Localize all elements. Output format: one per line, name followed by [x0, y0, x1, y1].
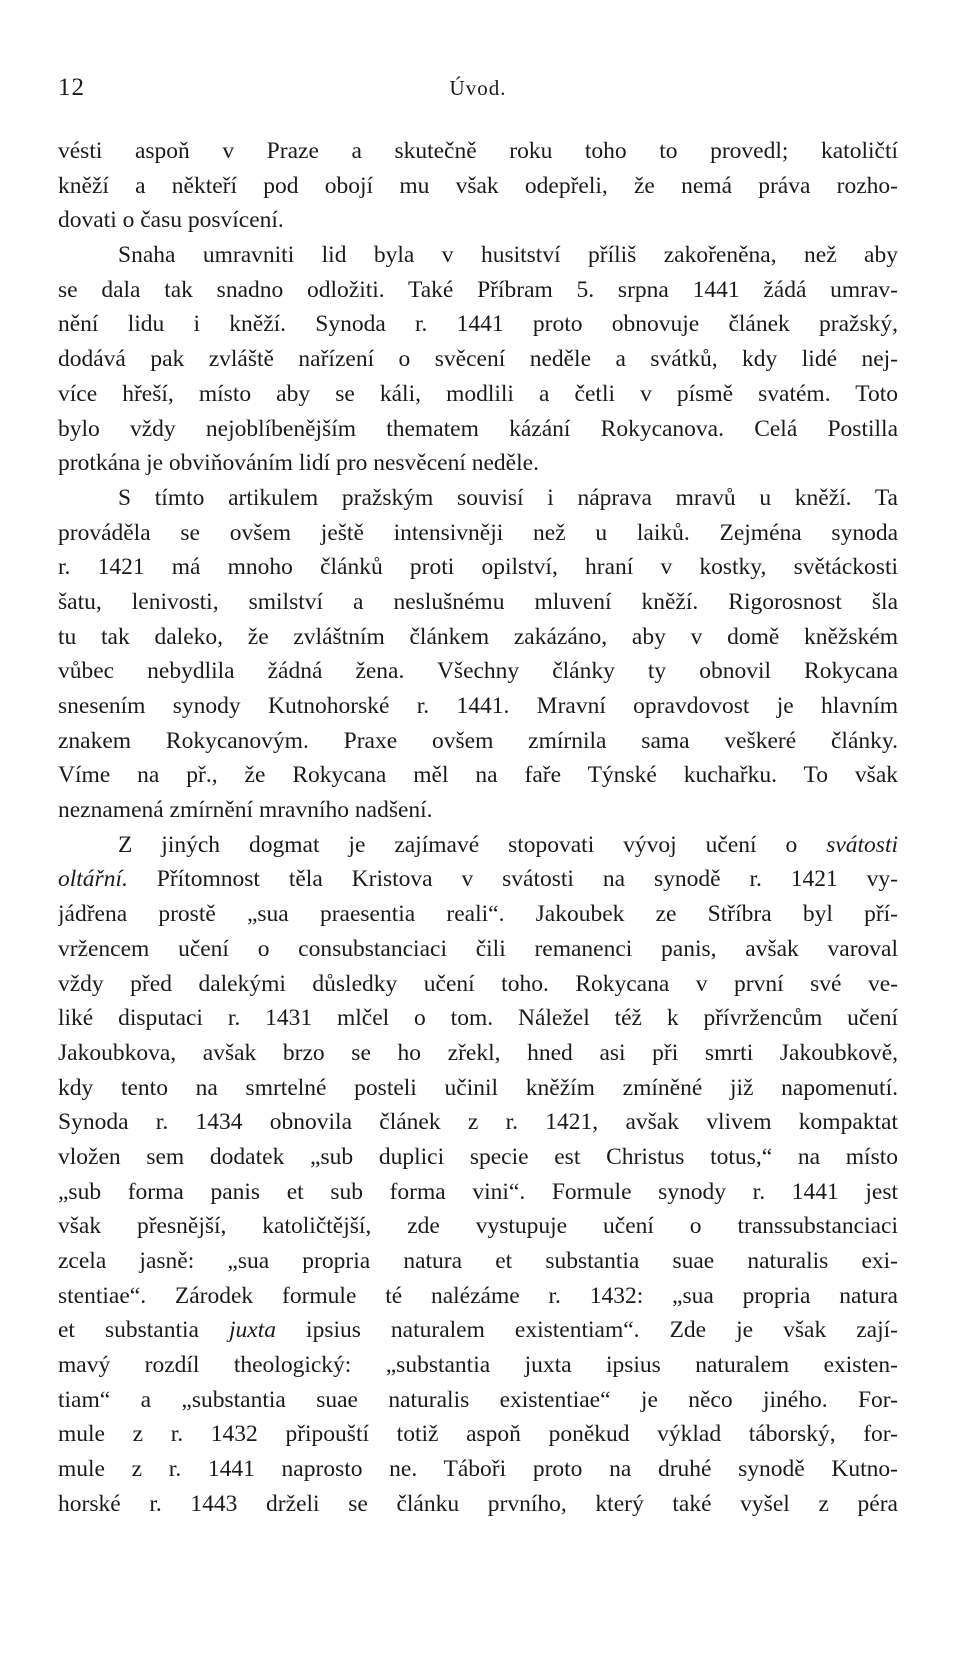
text-line: mavý rozdíl theologický: „substantia juxta ipsius naturalem existen-	[58, 1352, 898, 1379]
text-line: snesením synody Kutnohorské r. 1441. Mravní opravdovost je hlavním	[58, 693, 898, 719]
text-line: „sub forma panis et sub forma vini“. Formule synody r. 1441 jest	[58, 1178, 898, 1205]
text-line: prováděla se ovšem ještě intensivněji než u laiků. Zejména synoda	[58, 519, 898, 546]
text-line: Víme na př., že Rokycana měl na faře Týnské kuchařku. To však	[58, 762, 898, 789]
text-line: neznamená zmírnění mravního nadšení.	[58, 797, 433, 824]
text-line: protkána je obviňováním lidí pro nesvěcení neděle.	[58, 450, 539, 477]
text-line: tiam“ a „substantia suae naturalis existentiae“ je něco jiného. For-	[58, 1386, 898, 1413]
text-line: mule z r. 1441 naprosto ne. Táboři proto na druhé synodě Kutno-	[58, 1456, 898, 1483]
text-line: kdy tento na smrtelné posteli učinil kněžím zmíněné již napomenutí.	[58, 1074, 898, 1101]
text-run: ipsius naturalem existentiam“. Zde je však zají-	[276, 1317, 898, 1344]
text-line: nění lidu i kněží. Synoda r. 1441 proto obnovuje článek pražský,	[58, 311, 898, 338]
text-line	[58, 862, 898, 897]
italic-term: svátosti	[826, 831, 898, 858]
text-line: vždy před dalekými důsledky učení toho. Rokycana v první své ve-	[58, 970, 898, 997]
text-line: liké disputaci r. 1431 mlčel o tom. Náležel též k přívržencům učení	[58, 1005, 898, 1032]
running-head: Úvod.	[449, 76, 507, 100]
text-line: horské r. 1443 drželi se článku prvního, který také vyšel z péra	[58, 1490, 898, 1517]
page-header	[58, 74, 898, 114]
text-line: jádřena prostě „sua praesentia reali“. Jakoubek ze Stříbra byl pří-	[58, 901, 898, 928]
text-line: zcela jasně: „sua propria natura et substantia suae naturalis exi-	[58, 1248, 898, 1274]
text-line: dovati o času posvícení.	[58, 207, 284, 234]
text-line: stentiae“. Zárodek formule té nalézáme r. 1432: „sua propria natura	[58, 1282, 898, 1309]
text-line: dodává pak zvláště nařízení o svěcení neděle a svátků, kdy lidé nej-	[58, 346, 898, 373]
body-text	[58, 134, 898, 1522]
text-line: vůbec nebydlila žádná žena. Všechny články ty obnovil Rokycana	[58, 658, 898, 685]
paragraph-start-line: S tímto artikulem pražským souvisí i náprava mravů u kněží. Ta	[118, 484, 898, 511]
text-line: mule z r. 1432 připouští totiž aspoň poněkud výklad táborský, for-	[58, 1421, 898, 1448]
text-line: vložen sem dodatek „sub duplici specie est Christus totus,“ na místo	[58, 1143, 898, 1170]
text-line: znakem Rokycanovým. Praxe ovšem zmírnila sama veškeré články.	[58, 727, 898, 754]
text-line: se dala tak snadno odložiti. Také Příbram 5. srpna 1441 žádá umrav-	[58, 276, 898, 303]
text-line: Synoda r. 1434 obnovila článek z r. 1421, avšak vlivem kompaktat	[58, 1109, 898, 1136]
text-run: et substantia	[58, 1317, 230, 1344]
paragraph-start-line	[58, 828, 898, 863]
paragraph-start-line: Snaha umravniti lid byla v husitství příliš zakořeněna, než aby	[118, 242, 898, 269]
text-run: Přítomnost těla Kristova v svátosti na synodě r. 1421 vy-	[127, 866, 898, 893]
page-number: 12	[58, 74, 85, 101]
italic-term: juxta	[229, 1317, 277, 1344]
text-line: vržencem učení o consubstanciaci čili remanenci panis, avšak varoval	[58, 935, 898, 962]
text-line: Jakoubkova, avšak brzo se ho zřekl, hned asi při smrti Jakoubkově,	[58, 1039, 898, 1066]
text-line: vésti aspoň v Praze a skutečně roku toho to provedl; katoličtí	[58, 138, 898, 164]
text-line: však přesnější, katoličtější, zde vystupuje učení o transsubstanciaci	[58, 1213, 898, 1240]
text-line: více hřeší, místo aby se káli, modlili a četli v písmě svatém. Toto	[58, 380, 898, 407]
text-line: bylo vždy nejoblíbenějším thematem kázání Rokycanova. Celá Postilla	[58, 415, 898, 442]
text-line	[58, 1313, 898, 1348]
text-line: tu tak daleko, že zvláštním článkem zakázáno, aby v domě kněžském	[58, 623, 898, 650]
italic-term: oltářní.	[58, 866, 128, 893]
text-line: r. 1421 má mnoho článků proti opilství, hraní v kostky, světáckosti	[58, 554, 898, 581]
text-line: kněží a někteří pod obojí mu však odepřeli, že nemá práva rozho-	[58, 172, 898, 199]
text-line: šatu, lenivosti, smilství a neslušnému mluvení kněží. Rigorosnost šla	[58, 588, 898, 615]
text-run: Z jiných dogmat je zajímavé stopovati vývoj učení o	[118, 831, 827, 858]
